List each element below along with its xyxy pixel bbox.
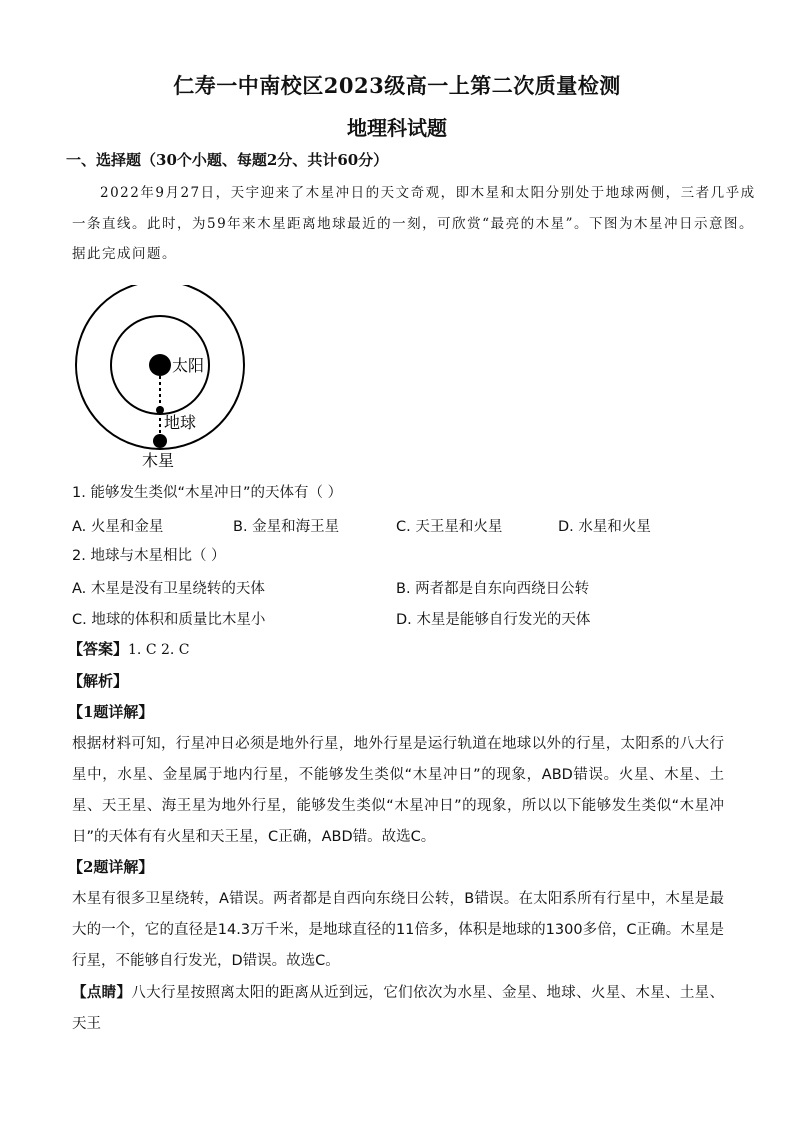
q2-detail-label: 【2题详解】 [68,858,154,876]
material-line-2: 一条直线。此时，为59年来木星距离地球最近的一刻，可欣赏“最亮的木星”。下图为木星冲日示意图。 [72,216,754,232]
jupiter-opposition-diagram [66,285,256,475]
section-heading: 一、选择题（30个小题、每题2分、共计60分） [66,151,389,169]
question-2-option-b: B. 两者都是自东向西绕日公转 [396,581,590,597]
tip-paragraph [72,977,724,1040]
material-line-1: 2022年9月27日，天宇迎来了木星冲日的天文奇观，即木星和太阳分别处于地球两侧，三者几乎成 [100,185,756,201]
question-1-option-a: A. 火星和金星 [72,519,164,535]
q1-detail-text: 根据材料可知，行星冲日必须是地外行星，地外行星是运行轨道在地球以外的行星，太阳系的八大行星中，水星、金星属于地内行星，不能够发生类似“木星冲日”的现象，ABD错误。火星、木星、土星、天王星、海王星为地外行星，能够发生类似“木星冲日”的现象，所以以下能够发生类似“木星冲日”的天体有有火星和天王星，C正确，ABD错。故选C。 [72,736,724,845]
tip-text: 八大行星按照离太阳的距离从近到远，它们依次为水星、金星、地球、火星、木星、土星、天王 [72,985,725,1032]
jupiter-icon [153,434,167,448]
earth-label: 地球 [164,413,197,432]
question-2-stem: 2. 地球与木星相比（ ） [72,548,226,564]
question-2-option-d: D. 木星是能够自行发光的天体 [396,612,591,628]
sun-icon [149,354,171,376]
q2-detail-text: 木星有很多卫星绕转，A错误。两者都是自西向东绕日公转，B错误。在太阳系所有行星中，木星是最大的一个，它的直径是14.3万千米，是地球直径的11倍多，体积是地球的1300多倍，C正确。木星是行星，不能够自行发光，D错误。故选C。 [72,891,724,969]
earth-icon [156,406,164,414]
page-title: 仁寿一中南校区2023级高一上第二次质量检测 [173,73,621,98]
question-1-option-b: B. 金星和海王星 [233,519,340,535]
answer-text: 1. C 2. C [128,642,190,658]
question-1-option-d: D. 水星和火星 [558,519,651,535]
q1-detail-label: 【1题详解】 [68,703,154,721]
sun-label: 太阳 [172,356,205,375]
analysis-label: 【解析】 [68,672,129,690]
jupiter-label: 木星 [142,451,175,470]
question-1-stem: 1. 能够发生类似“木星冲日”的天体有（ ） [72,485,343,501]
question-2-option-a: A. 木星是没有卫星绕转的天体 [72,581,265,597]
question-1-option-c: C. 天王星和火星 [396,519,503,535]
page-subtitle: 地理科试题 [347,116,447,140]
answer-line [68,639,718,660]
question-2-option-c: C. 地球的体积和质量比木星小 [72,612,266,628]
answer-label: 【答案】 [68,640,129,658]
material-line-3: 据此完成问题。 [72,246,177,262]
tip-label: 【点睛】 [72,984,132,1001]
